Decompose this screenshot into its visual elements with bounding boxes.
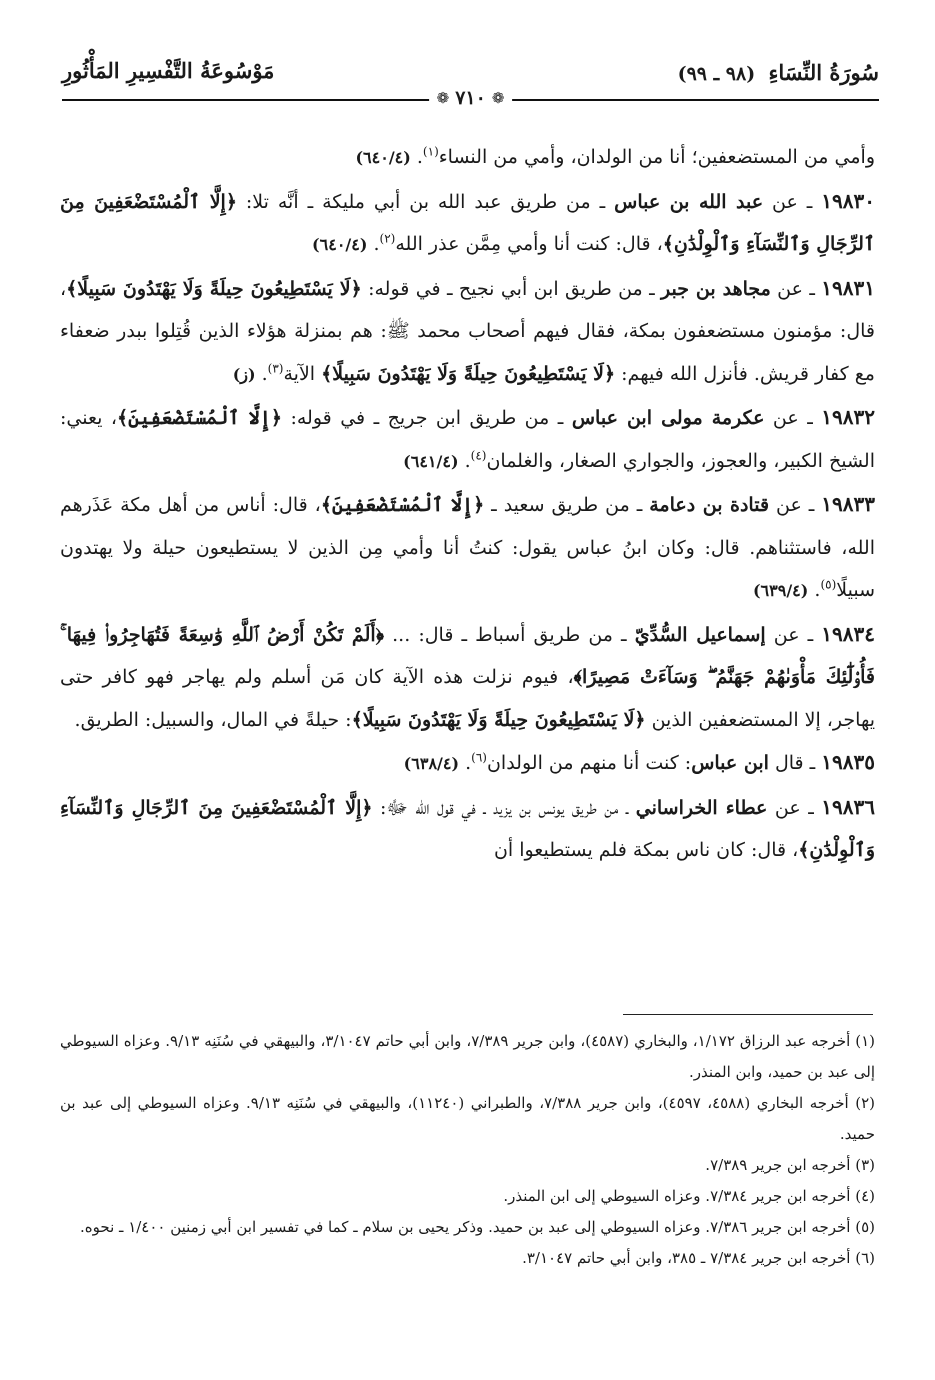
narrator-name: إسماعيل السُّدِّيّ [634, 623, 766, 646]
narrator-name: قتادة بن دعامة [649, 494, 770, 516]
narration-text: ـ من طريق ابن جريج ـ في قوله: [281, 407, 572, 429]
footnote-marker[interactable]: (٢) [379, 231, 396, 246]
ornament-icon: ❁ [436, 89, 450, 107]
narration-text: . [255, 362, 268, 385]
narration-number: ١٩٨٣٦ [821, 794, 875, 819]
quran-verse: ﴿إِلَّا ٱلْمُسْتَضْعَفِينَ مِنَ ٱلرِّجَالِ وَٱلنِّسَآءِ وَٱلْوِلْدَٰنِ﴾ [60, 190, 875, 255]
quran-verse: ﴿لَا يَسْتَطِيعُونَ حِيلَةً وَلَا يَهْتَدُونَ سَبِيلًا﴾ [351, 708, 646, 731]
footnote: (٥) أخرجه ابن جرير ٧/٣٨٦. وعزاه السيوطي إلى عبد بن حميد. وذكر يحيى بن سلام ـ كما في تفسير ابن أبي زمنين ١/٤٠٠ ـ نحوه. [80, 1218, 875, 1236]
narration-text: . [814, 579, 821, 601]
volume-reference: (٦٤٠/٤) [355, 148, 411, 167]
narration-paragraph [60, 786, 875, 872]
narrator-name: عبد الله بن عباس [614, 190, 764, 213]
footnote-marker[interactable]: (٥) [820, 577, 837, 592]
narrator-name: مجاهد بن جبر [661, 277, 771, 300]
narration-number: ١٩٨٣٤ [821, 621, 875, 646]
narration-text: ـ عن [764, 407, 822, 429]
narration-text: ، فيوم نزلت هذه الآية كان مَن أسلم ولم يهاجر فهو كافر حتى يهاجر، إلا المستضعفين الذين [60, 666, 875, 731]
footnote-marker[interactable]: (٣) [267, 361, 284, 376]
narrator-name: عطاء الخراساني [635, 796, 768, 819]
footnote-rule [623, 1014, 873, 1015]
narration-number: ١٩٨٣٣ [821, 492, 875, 516]
book-title: مَوْسُوعَةُ التَّفْسِيرِ المَأْثُورِ [62, 58, 275, 83]
narration-text: . [464, 449, 471, 472]
surah-title [678, 60, 879, 85]
footnote: (٢) أخرجه البخاري (٤٥٨٨، ٤٥٩٧)، وابن جرير ٧/٣٨٨، والطبراني (١١٢٤٠)، والبيهقي في سُنَنِه ٩/١٣. وعزاه السيوطي إلى عبد بن حميد. [60, 1094, 876, 1143]
ornament-icon: ❁ [491, 89, 505, 107]
narration-text: ـ من طريق عبد الله بن أبي مليكة ـ أنَّه تلا: [236, 190, 615, 213]
narration-text: . [416, 146, 423, 168]
narration-text: ـ عن [763, 190, 822, 213]
narration-text: ـ عن [769, 494, 822, 516]
narration-text: ـ من طريق أسباط ـ قال: ... [384, 623, 635, 646]
quran-verse: ﴿أَلَمْ تَكُنْ أَرْضُ ٱللَّهِ وَٰسِعَةً فَتُهَاجِرُوا۟ فِيهَا ۚ فَأُو۟لَٰٓئِكَ مَأْوَىٰهُمْ جَهَنَّمُ ۖ وَسَآءَتْ مَصِيرًا﴾ [60, 623, 875, 688]
volume-reference: (ز) [232, 364, 256, 384]
verse-range: (٩٨ ـ ٩٩) [677, 63, 756, 85]
footnote: (٣) أخرجه ابن جرير ٧/٣٨٩. [705, 1156, 875, 1174]
footnote: (١) أخرجه عبد الرزاق ١/١٧٢، والبخاري (٤٥٨٧)، وابن جرير ٧/٣٨٩، وابن أبي حاتم ٣/١٠٤٧، والبيهقي في سُنَنِه ٩/١٣. وعزاه السيوطي إلى عبد بن حميد، وابن المنذر. [60, 1032, 875, 1081]
footnote-marker[interactable]: (٤) [470, 448, 487, 463]
volume-reference: (٦٣٩/٤) [752, 581, 809, 600]
narration-paragraph [60, 180, 875, 267]
narrator-name: عكرمة مولى ابن عباس [571, 407, 765, 429]
volume-reference: (٦٤٠/٤) [312, 235, 368, 254]
surah-name: سُورَةُ النِّسَاءِ [768, 60, 879, 85]
quran-verse: ﴿إِلَّا ٱلْمُسْتَضْعَفِينَ﴾ [320, 494, 485, 516]
narrator-name: ابن عباس [691, 752, 769, 774]
narration-text: ـ من طريق سعيد ـ [484, 494, 650, 516]
narration-text: ، قال: كنت أنا وأمي مِمَّن عذر الله [395, 233, 663, 255]
quran-verse: ﴿لَا يَسْتَطِيعُونَ حِيلَةً وَلَا يَهْتَدُونَ سَبِيلًا﴾ [321, 362, 616, 385]
page-number-box [429, 87, 513, 109]
narration-text: ـ قال [768, 752, 822, 774]
volume-reference: (٦٤١/٤) [403, 451, 459, 471]
narration-text: ، قال: أناس من أهل مكة عَذَرهم الله، فاستثناهم. قال: وكان ابنُ عباس يقول: كنتُ أنا وأمي مِن الذين لا يستطيعون حيلة ولا يهتدون سبيلًا [60, 494, 875, 601]
narration-text: . [373, 233, 380, 255]
narration-number: ١٩٨٣٥ [821, 750, 875, 774]
narration-text: وأمي من المستضعفين؛ أنا من الولدان، وأمي من النساء [438, 146, 875, 168]
narration-text: : حيلةً في المال، والسبيل: الطريق. [74, 708, 352, 731]
narration-text: ـ عن [767, 796, 822, 819]
quran-verse: ﴿إِلَّا ٱلْمُسْتَضْعَفِينَ مِنَ ٱلرِّجَالِ وَٱلنِّسَآءِ وَٱلْوِلْدَٰنِ﴾ [60, 796, 875, 861]
narration-text: ـ من طريق يونس بن يزيد ـ في قول الله ﷻ: [372, 796, 636, 819]
footnote-marker[interactable]: (١) [422, 144, 439, 159]
quran-verse: ﴿لَا يَسْتَطِيعُونَ حِيلَةً وَلَا يَهْتَدُونَ سَبِيلًا﴾ [66, 277, 362, 300]
footnotes-section [60, 1026, 875, 1274]
narration-paragraph [60, 613, 875, 742]
volume-reference: (٦٣٨/٤) [403, 754, 460, 773]
narration-text: ـ عن [765, 623, 822, 646]
main-text [60, 136, 875, 872]
narration-number: ١٩٨٣١ [821, 275, 875, 300]
footnote: (٦) أخرجه ابن جرير ٧/٣٨٤ ـ ٣٨٥، وابن أبي حاتم ٣/١٠٤٧. [522, 1249, 875, 1267]
page-header [62, 60, 879, 108]
narration-text: ـ عن [770, 277, 822, 300]
quran-verse: ﴿إِلَّا ٱلْمُسْتَضْعَفِينَ﴾ [117, 407, 282, 429]
narration-text: ، يعني: الشيخ الكبير، والعجوز، والجواري الصغار، والغلمان [60, 407, 875, 472]
narration-text: الآية [283, 362, 322, 385]
narration-paragraph [60, 267, 875, 397]
narration-text: : كنت أنا منهم من الولدان [486, 752, 692, 774]
narration-text: ـ من طريق ابن أبي نجيح ـ في قوله: [361, 277, 662, 300]
narration-text: ، قال: مؤمنون مستضعفون بمكة، فقال فيهم أصحاب محمد ﷺ: هم بمنزلة هؤلاء الذين قُتِلوا ببدر ضعفاء مع كفار قريش. فأنزل الله فيهم: [60, 277, 875, 385]
narration-text: . [465, 752, 472, 774]
page-number: ٧١٠ [455, 87, 486, 109]
narration-text: ، قال: كان ناس بمكة فلم يستطيعوا أن [493, 839, 799, 861]
narration-number: ١٩٨٣٠ [821, 188, 875, 213]
footnote-marker[interactable]: (٦) [471, 750, 487, 765]
narration-paragraph [60, 483, 875, 613]
narration-paragraph [60, 136, 875, 180]
narration-paragraph [60, 396, 875, 483]
footnote: (٤) أخرجه ابن جرير ٧/٣٨٤. وعزاه السيوطي إلى ابن المنذر. [503, 1187, 875, 1205]
narration-number: ١٩٨٣٢ [821, 405, 875, 429]
narration-paragraph [60, 741, 875, 786]
